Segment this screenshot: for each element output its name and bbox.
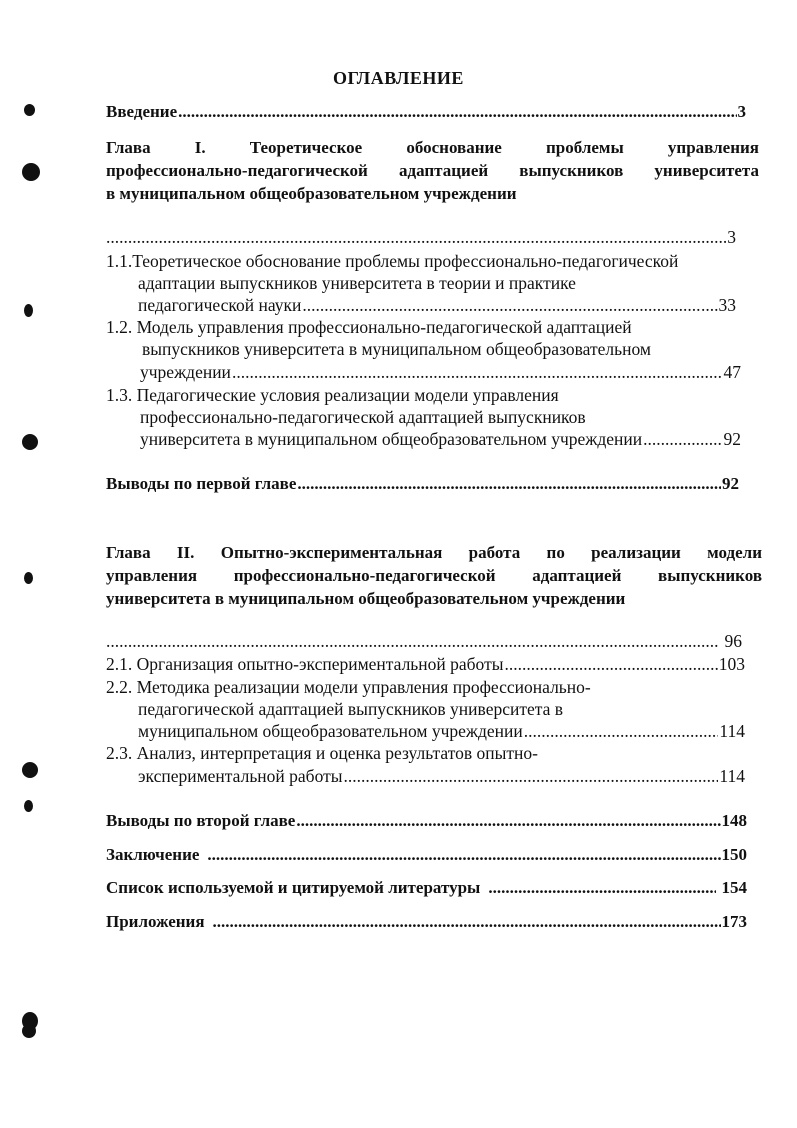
toc-entry-page: 114	[719, 721, 745, 741]
toc-entry-1-2[interactable]: учреждении ..... 47	[140, 361, 741, 383]
toc-entry-page: 92	[723, 429, 741, 449]
section-1-2-line1: 1.2. Модель управления профессионально-педагогической адаптацией	[106, 317, 632, 337]
toc-entry-2-1[interactable]: 2.1. Организация опытно-экспериментальной работы ..... 103	[106, 653, 745, 675]
toc-entry-references[interactable]: Список используемой и цитируемой литературы ..... 154	[106, 877, 747, 899]
toc-entry-1-3[interactable]: университета в муниципальном общеобразовательном учреждении ..... 92	[140, 428, 741, 450]
chapter2-heading[interactable]: Глава II. Опытно-экспериментальная работа по реализации модели управления профессионально-педагогической адаптацией выпускников университета в муниципальном общеобразовательном учреждении	[106, 543, 762, 608]
toc-entry-conclusion-1[interactable]: Выводы по первой главе ..... 92	[106, 473, 739, 495]
binder-hole-mark	[22, 1024, 36, 1038]
toc-entry-2-3[interactable]: экспериментальной работы ..... 114	[138, 765, 745, 787]
section-1-1-line2: адаптации выпускников университета в теории и практике	[138, 273, 576, 293]
toc-entry-page: 154	[721, 878, 747, 897]
binder-hole-mark	[22, 163, 40, 181]
toc-entry-page: 150	[721, 845, 747, 864]
section-1-2-line2: выпускников университета в муниципальном общеобразовательном	[142, 339, 651, 359]
toc-entry-page: 3	[737, 102, 746, 121]
section-1-1-line1: 1.1.Теоретическое обоснование проблемы профессионально-педагогической	[106, 251, 679, 271]
toc-entry-page: 148	[721, 811, 747, 830]
toc-entry-page: 92	[722, 474, 739, 493]
chapter2-page-line[interactable]	[106, 630, 742, 652]
toc-entry-page: 3	[727, 227, 736, 247]
section-1-3-line2: профессионально-педагогической адаптацией выпускников	[140, 407, 586, 427]
binder-hole-mark	[24, 304, 33, 317]
toc-entry-page: 114	[719, 766, 745, 786]
toc-entry-1-1[interactable]: педагогической науки ..... ....33	[138, 294, 736, 316]
binder-hole-mark	[22, 762, 38, 778]
toc-entry-page: ....33	[701, 295, 736, 315]
page-title: ОГЛАВЛЕНИЕ	[333, 68, 464, 88]
section-2-2-line1: 2.2. Методика реализации модели управления профессионально-	[106, 677, 591, 697]
toc-entry-label: Введение	[106, 102, 178, 121]
toc-entry-page: 103	[718, 654, 745, 674]
toc-entry-page: 47	[723, 362, 741, 382]
toc-entry-conclusion-2[interactable]: Выводы по второй главе ..... 148	[106, 810, 747, 832]
toc-entry-conclusion[interactable]: Заключение ..... 150	[106, 844, 747, 866]
chapter1-heading[interactable]: Глава I. Теоретическое обоснование проблемы управления профессионально-педагогической адаптацией выпускников университета в муниципальном общеобразовательном учреждении	[106, 138, 759, 203]
toc-entry-appendices[interactable]: Приложения ..... 173	[106, 911, 747, 933]
toc-entry-page: 173	[721, 912, 747, 931]
binder-hole-mark	[22, 434, 38, 450]
toc-entry-2-2[interactable]: муниципальном общеобразовательном учреждении ..... 114	[138, 720, 745, 742]
section-2-2-line2: педагогической адаптацией выпускников университета в	[138, 699, 564, 719]
binder-hole-mark	[24, 104, 35, 116]
chapter1-page-line[interactable]	[106, 226, 736, 248]
section-1-3-line1: 1.3. Педагогические условия реализации модели управления	[106, 385, 559, 405]
binder-hole-mark	[24, 572, 33, 584]
toc-entry-intro[interactable]	[106, 101, 746, 123]
binder-hole-mark	[24, 800, 33, 812]
section-2-3-line1: 2.3. Анализ, интерпретация и оценка результатов опытно-	[106, 743, 538, 763]
toc-entry-page: 96	[724, 631, 742, 651]
